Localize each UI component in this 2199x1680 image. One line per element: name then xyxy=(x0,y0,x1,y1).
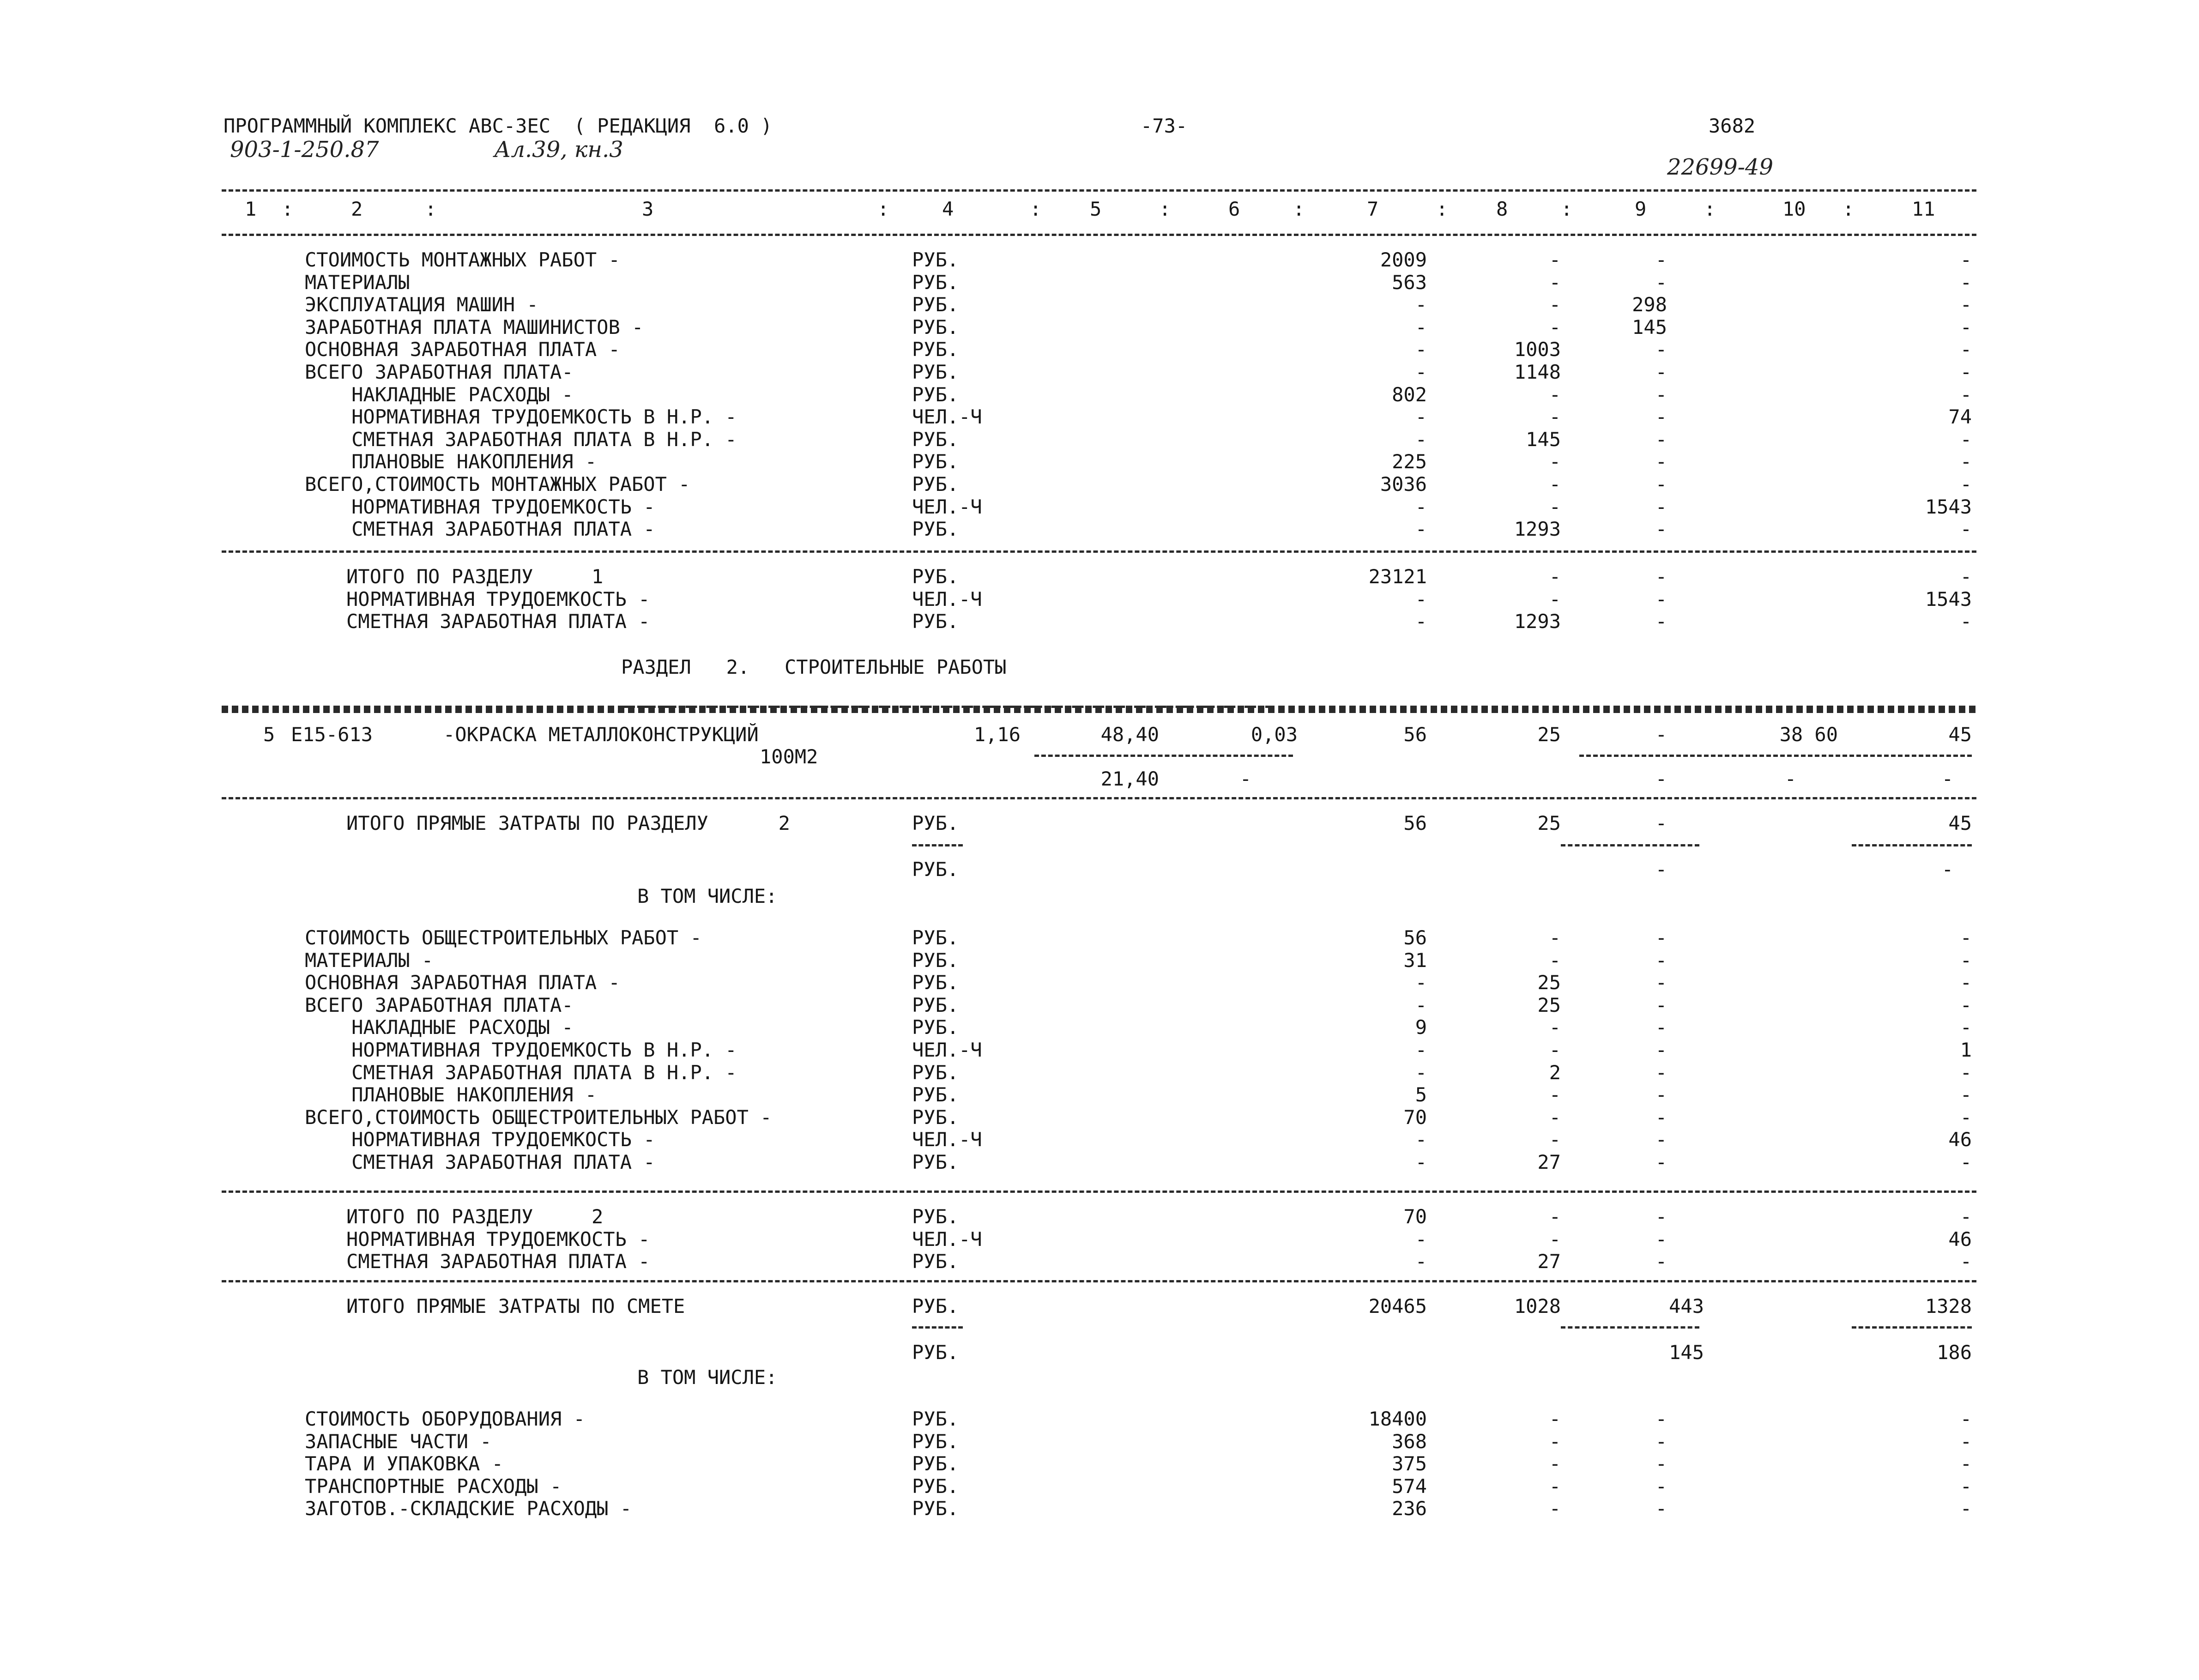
row-col9: - xyxy=(1655,926,1667,949)
row-label: НОРМАТИВНАЯ ТРУДОЕМКОСТЬ - xyxy=(305,495,655,518)
row-col7: - xyxy=(1415,495,1427,518)
row-col7: - xyxy=(1415,338,1427,361)
row-col8: - xyxy=(1549,1106,1561,1129)
item-sub-rule-a xyxy=(1034,755,1293,757)
row-col7: 368 xyxy=(1392,1430,1427,1453)
row-col7: 236 xyxy=(1392,1497,1427,1520)
section1-rule xyxy=(222,550,1976,553)
row-col11: - xyxy=(1960,383,1972,406)
item-name: -ОКРАСКА МЕТАЛЛОКОНСТРУКЦИЙ xyxy=(443,723,759,746)
direct-col7: 56 xyxy=(1403,812,1427,834)
grand-including-label: В ТОМ ЧИСЛЕ: xyxy=(637,1366,778,1389)
row-col11: 1543 xyxy=(1925,587,1972,610)
row-unit: ЧЕЛ.-Ч xyxy=(912,587,982,610)
row-unit: РУБ. xyxy=(912,1408,959,1430)
grand-col7: 20465 xyxy=(1368,1295,1427,1317)
row-col9: - xyxy=(1655,405,1667,429)
row-unit: ЧЕЛ.-Ч xyxy=(912,405,982,429)
row-col9: 298 xyxy=(1632,293,1667,316)
row-col7: 802 xyxy=(1392,383,1427,406)
row-label: МАТЕРИАЛЫ xyxy=(305,271,410,294)
direct-col11: 45 xyxy=(1948,812,1972,834)
direct-unit2: РУБ. xyxy=(912,858,959,881)
row-col8: 25 xyxy=(1537,993,1561,1016)
row-col9: - xyxy=(1655,1227,1667,1251)
direct-unit: РУБ. xyxy=(912,812,959,834)
row-col11: - xyxy=(1960,1151,1972,1173)
row-col8: - xyxy=(1549,495,1561,518)
row-col7: 5 xyxy=(1415,1083,1427,1106)
column-number-5: 5 xyxy=(1090,198,1102,220)
row-col7: 18400 xyxy=(1368,1408,1427,1430)
row-col11: - xyxy=(1960,1497,1972,1520)
row-col8: 145 xyxy=(1526,428,1561,451)
row-label: ЗАРАБОТНАЯ ПЛАТА МАШИНИСТОВ - xyxy=(305,315,644,338)
row-col7: - xyxy=(1415,315,1427,338)
row-unit: РУБ. xyxy=(912,926,959,949)
grand-unit: РУБ. xyxy=(912,1295,959,1317)
row-col7: - xyxy=(1415,428,1427,451)
row-unit: РУБ. xyxy=(912,518,959,541)
row-label: НАКЛАДНЫЕ РАСХОДЫ - xyxy=(305,1016,574,1039)
row-unit: РУБ. xyxy=(912,473,959,496)
row-col8: - xyxy=(1549,1452,1561,1475)
row-col7: 563 xyxy=(1392,271,1427,294)
row-col7: 70 xyxy=(1403,1205,1427,1228)
row-col8: - xyxy=(1549,1016,1561,1039)
row-label: ПЛАНОВЫЕ НАКОПЛЕНИЯ - xyxy=(305,1083,597,1106)
row-col7: 225 xyxy=(1392,450,1427,473)
row-col8: - xyxy=(1549,1128,1561,1151)
row-unit: РУБ. xyxy=(912,565,959,588)
grand-sub-rule-11 xyxy=(1852,1326,1972,1329)
row-unit: РУБ. xyxy=(912,450,959,473)
item-top-rule-short xyxy=(623,706,1270,708)
row-col9: - xyxy=(1655,248,1667,271)
row-unit: РУБ. xyxy=(912,949,959,972)
row-unit: РУБ. xyxy=(912,293,959,316)
item-col4: 1,16 xyxy=(973,723,1021,746)
row-col7: 2009 xyxy=(1380,248,1427,271)
item-col8: 25 xyxy=(1537,723,1561,746)
row-label: ОСНОВНАЯ ЗАРАБОТНАЯ ПЛАТА - xyxy=(305,971,620,994)
item-code: Е15-613 xyxy=(291,723,373,746)
row-col11: - xyxy=(1960,248,1972,271)
row-unit: РУБ. xyxy=(912,383,959,406)
row-col7: 574 xyxy=(1392,1475,1427,1498)
row-unit: РУБ. xyxy=(912,1016,959,1039)
column-number-1: 1 xyxy=(245,198,257,220)
row-unit: РУБ. xyxy=(912,1151,959,1173)
row-col9: - xyxy=(1655,383,1667,406)
row-col7: 31 xyxy=(1403,949,1427,972)
row-col8: - xyxy=(1549,1227,1561,1251)
row-label: СТОИМОСТЬ ОБОРУДОВАНИЯ - xyxy=(305,1408,585,1430)
row-col7: - xyxy=(1415,971,1427,994)
row-col9: - xyxy=(1655,1497,1667,1520)
row-label: ТРАНСПОРТНЫЕ РАСХОДЫ - xyxy=(305,1475,562,1498)
column-separator: : xyxy=(1561,198,1573,220)
direct-sub-rule-unit xyxy=(912,844,963,846)
row-col8: - xyxy=(1549,949,1561,972)
row-label: НОРМАТИВНАЯ ТРУДОЕМКОСТЬ - xyxy=(305,1128,655,1151)
row-col7: - xyxy=(1415,610,1427,633)
row-col11: - xyxy=(1960,926,1972,949)
row-unit: РУБ. xyxy=(912,1452,959,1475)
row-col7: - xyxy=(1415,1227,1427,1251)
row-col9: - xyxy=(1655,1452,1667,1475)
row-unit: РУБ. xyxy=(912,1061,959,1084)
row-unit: РУБ. xyxy=(912,1250,959,1273)
row-label: СМЕТНАЯ ЗАРАБОТНАЯ ПЛАТА - xyxy=(346,610,650,633)
row-col9: - xyxy=(1655,338,1667,361)
row-col11: - xyxy=(1960,338,1972,361)
row-col11: - xyxy=(1960,1475,1972,1498)
row-col11: - xyxy=(1960,1452,1972,1475)
including-label: В ТОМ ЧИСЛЕ: xyxy=(637,885,778,907)
row-label: ТАРА И УПАКОВКА - xyxy=(305,1452,503,1475)
row-col9: - xyxy=(1655,1128,1667,1151)
section2-rule xyxy=(222,1191,1976,1193)
row-col8: 1293 xyxy=(1514,518,1561,541)
column-number-2: 2 xyxy=(351,198,363,220)
row-unit: РУБ. xyxy=(912,428,959,451)
row-col7: - xyxy=(1415,1061,1427,1084)
row-col11: 1 xyxy=(1960,1039,1972,1061)
row-col8: - xyxy=(1549,1475,1561,1498)
row-col9: - xyxy=(1655,271,1667,294)
row-col11: - xyxy=(1960,971,1972,994)
row-col7: 9 xyxy=(1415,1016,1427,1039)
row-col7: 375 xyxy=(1392,1452,1427,1475)
row-unit: РУБ. xyxy=(912,338,959,361)
row-label: СТОИМОСТЬ МОНТАЖНЫХ РАБОТ - xyxy=(305,248,620,271)
row-col8: 1003 xyxy=(1514,338,1561,361)
row-col8: 27 xyxy=(1537,1151,1561,1173)
row-col7: - xyxy=(1415,293,1427,316)
row-col7: 3036 xyxy=(1380,473,1427,496)
row-label: ИТОГО ПО РАЗДЕЛУ 1 xyxy=(346,565,604,588)
grand-sub-rule-unit xyxy=(912,1326,963,1329)
row-label: ЗАПАСНЫЕ ЧАСТИ - xyxy=(305,1430,492,1453)
row-col9: - xyxy=(1655,949,1667,972)
row-col9: - xyxy=(1655,518,1667,541)
row-unit: РУБ. xyxy=(912,1205,959,1228)
row-col11: - xyxy=(1960,315,1972,338)
column-number-3: 3 xyxy=(642,198,654,220)
row-col8: - xyxy=(1549,926,1561,949)
row-col11: - xyxy=(1960,1408,1972,1430)
row-col11: 1543 xyxy=(1925,495,1972,518)
item-unit: 100М2 xyxy=(760,745,818,768)
row-label: НОРМАТИВНАЯ ТРУДОЕМКОСТЬ В Н.Р. - xyxy=(305,405,737,429)
row-col11: - xyxy=(1960,518,1972,541)
row-unit: РУБ. xyxy=(912,1475,959,1498)
item-sub-rule-b xyxy=(1579,755,1972,757)
row-unit: РУБ. xyxy=(912,315,959,338)
row-col8: - xyxy=(1549,1083,1561,1106)
row-col9: - xyxy=(1655,428,1667,451)
row-label: СМЕТНАЯ ЗАРАБОТНАЯ ПЛАТА - xyxy=(305,518,655,541)
item-col11: 45 xyxy=(1948,723,1972,746)
row-unit: РУБ. xyxy=(912,1430,959,1453)
item-col10: 38 60 xyxy=(1779,723,1838,746)
row-col8: - xyxy=(1549,450,1561,473)
row-col11: - xyxy=(1960,473,1972,496)
row-col9: 145 xyxy=(1632,315,1667,338)
row-col8: - xyxy=(1549,271,1561,294)
row-col7: - xyxy=(1415,405,1427,429)
row-col9: - xyxy=(1655,473,1667,496)
direct-sub-rule-11 xyxy=(1852,844,1972,846)
page-number: -73- xyxy=(1141,115,1188,137)
grand-col11: 1328 xyxy=(1925,1295,1972,1317)
section2-total-rule xyxy=(222,1280,1976,1282)
row-col9: - xyxy=(1655,495,1667,518)
header-bottom-rule xyxy=(222,234,1976,236)
row-col11: - xyxy=(1960,1250,1972,1273)
row-col11: - xyxy=(1960,949,1972,972)
row-col11: - xyxy=(1960,1061,1972,1084)
row-unit: РУБ. xyxy=(912,1106,959,1129)
direct-col9-sub: - xyxy=(1655,858,1667,881)
row-col8: - xyxy=(1549,565,1561,588)
item-col5: 48,40 xyxy=(1100,723,1159,746)
item-col7: 56 xyxy=(1403,723,1427,746)
row-unit: РУБ. xyxy=(912,993,959,1016)
direct-label: ИТОГО ПРЯМЫЕ ЗАТРАТЫ ПО РАЗДЕЛУ 2 xyxy=(346,812,790,834)
header-top-rule xyxy=(222,189,1976,192)
column-separator: : xyxy=(1030,198,1042,220)
handwritten-ref: 22699-49 xyxy=(1667,154,1773,180)
row-col7: 23121 xyxy=(1368,565,1427,588)
row-col8: 2 xyxy=(1549,1061,1561,1084)
row-col9: - xyxy=(1655,971,1667,994)
row-unit: РУБ. xyxy=(912,248,959,271)
column-separator: : xyxy=(1159,198,1171,220)
row-col11: - xyxy=(1960,565,1972,588)
column-separator: : xyxy=(1436,198,1448,220)
row-col8: - xyxy=(1549,1408,1561,1430)
row-col7: 56 xyxy=(1403,926,1427,949)
item-col9: - xyxy=(1655,723,1667,746)
row-label: ВСЕГО ЗАРАБОТНАЯ ПЛАТА- xyxy=(305,361,574,383)
grand-col11-sub: 186 xyxy=(1937,1341,1972,1364)
row-label: НАКЛАДНЫЕ РАСХОДЫ - xyxy=(305,383,574,406)
grand-sub-rule-9 xyxy=(1561,1326,1699,1329)
program-header: ПРОГРАММНЫЙ КОМПЛЕКС АВС-3ЕС ( РЕДАКЦИЯ 6.0 ) xyxy=(224,115,773,137)
section-title: РАЗДЕЛ 2. СТРОИТЕЛЬНЫЕ РАБОТЫ xyxy=(621,656,1007,678)
column-number-11: 11 xyxy=(1912,198,1935,220)
row-col9: - xyxy=(1655,587,1667,610)
grand-col9-sub: 145 xyxy=(1669,1341,1704,1364)
row-unit: ЧЕЛ.-Ч xyxy=(912,1039,982,1061)
row-label: СМЕТНАЯ ЗАРАБОТНАЯ ПЛАТА В Н.Р. - xyxy=(305,1061,737,1084)
row-label: СТОИМОСТЬ ОБЩЕСТРОИТЕЛЬНЫХ РАБОТ - xyxy=(305,926,702,949)
row-col11: - xyxy=(1960,993,1972,1016)
column-separator: : xyxy=(1293,198,1305,220)
direct-sub-rule-9 xyxy=(1561,844,1699,846)
row-col9: - xyxy=(1655,993,1667,1016)
row-col7: - xyxy=(1415,361,1427,383)
row-unit: РУБ. xyxy=(912,1083,959,1106)
row-col9: - xyxy=(1655,1016,1667,1039)
row-unit: РУБ. xyxy=(912,361,959,383)
column-separator: : xyxy=(877,198,889,220)
row-col7: - xyxy=(1415,1151,1427,1173)
row-col11: - xyxy=(1960,1205,1972,1228)
row-col7: - xyxy=(1415,1039,1427,1061)
row-col11: - xyxy=(1960,1016,1972,1039)
direct-col9: - xyxy=(1655,812,1667,834)
row-col8: - xyxy=(1549,315,1561,338)
row-col8: 1293 xyxy=(1514,610,1561,633)
item-col6-sub: - xyxy=(1239,767,1251,790)
column-separator: : xyxy=(425,198,437,220)
row-col9: - xyxy=(1655,1205,1667,1228)
item-col11-sub: - xyxy=(1941,767,1953,790)
row-col7: - xyxy=(1415,518,1427,541)
grand-unit2: РУБ. xyxy=(912,1341,959,1364)
row-col8: - xyxy=(1549,405,1561,429)
row-col9: - xyxy=(1655,565,1667,588)
row-col11: - xyxy=(1960,1083,1972,1106)
row-col9: - xyxy=(1655,361,1667,383)
row-col11: - xyxy=(1960,428,1972,451)
row-label: НОРМАТИВНАЯ ТРУДОЕМКОСТЬ В Н.Р. - xyxy=(305,1039,737,1061)
row-col8: - xyxy=(1549,248,1561,271)
row-col8: - xyxy=(1549,587,1561,610)
row-label: НОРМАТИВНАЯ ТРУДОЕМКОСТЬ - xyxy=(346,1227,650,1251)
column-separator: : xyxy=(282,198,294,220)
row-label: ВСЕГО ЗАРАБОТНАЯ ПЛАТА- xyxy=(305,993,574,1016)
row-col9: - xyxy=(1655,1250,1667,1273)
grand-label: ИТОГО ПРЯМЫЕ ЗАТРАТЫ ПО СМЕТЕ xyxy=(346,1295,685,1317)
row-col8: 25 xyxy=(1537,971,1561,994)
row-col9: - xyxy=(1655,1106,1667,1129)
row-label: ВСЕГО,СТОИМОСТЬ МОНТАЖНЫХ РАБОТ - xyxy=(305,473,690,496)
item-col6: 0,03 xyxy=(1251,723,1298,746)
row-col11: - xyxy=(1960,610,1972,633)
column-number-9: 9 xyxy=(1635,198,1647,220)
row-col8: - xyxy=(1549,293,1561,316)
row-col11: - xyxy=(1960,271,1972,294)
row-col11: - xyxy=(1960,450,1972,473)
row-col9: - xyxy=(1655,1039,1667,1061)
column-number-4: 4 xyxy=(942,198,954,220)
row-col8: - xyxy=(1549,1205,1561,1228)
row-unit: ЧЕЛ.-Ч xyxy=(912,1128,982,1151)
column-number-7: 7 xyxy=(1367,198,1379,220)
row-label: ПЛАНОВЫЕ НАКОПЛЕНИЯ - xyxy=(305,450,597,473)
row-col7: - xyxy=(1415,993,1427,1016)
row-col11: - xyxy=(1960,1430,1972,1453)
row-col8: 27 xyxy=(1537,1250,1561,1273)
column-number-6: 6 xyxy=(1228,198,1240,220)
row-col9: - xyxy=(1655,610,1667,633)
row-unit: РУБ. xyxy=(912,971,959,994)
item-bottom-rule xyxy=(222,797,1976,799)
row-col8: - xyxy=(1549,1430,1561,1453)
grand-col8: 1028 xyxy=(1514,1295,1561,1317)
handwritten-code: 903-1-250.87 xyxy=(230,137,379,163)
row-col9: - xyxy=(1655,1475,1667,1498)
item-number: 5 xyxy=(263,723,275,746)
row-col11: 74 xyxy=(1948,405,1972,429)
row-col11: 46 xyxy=(1948,1227,1972,1251)
row-col11: 46 xyxy=(1948,1128,1972,1151)
column-separator: : xyxy=(1843,198,1855,220)
row-col7: - xyxy=(1415,587,1427,610)
row-col7: 70 xyxy=(1403,1106,1427,1129)
row-unit: РУБ. xyxy=(912,271,959,294)
row-col9: - xyxy=(1655,1083,1667,1106)
row-label: СМЕТНАЯ ЗАРАБОТНАЯ ПЛАТА - xyxy=(346,1250,650,1273)
row-unit: РУБ. xyxy=(912,1497,959,1520)
handwritten-album: Ал.39, кн.3 xyxy=(494,137,623,163)
row-col9: - xyxy=(1655,1151,1667,1173)
item-col5-sub: 21,40 xyxy=(1100,767,1159,790)
row-col8: - xyxy=(1549,383,1561,406)
sheet-number: 3682 xyxy=(1709,115,1756,137)
row-unit: РУБ. xyxy=(912,610,959,633)
row-label: ИТОГО ПО РАЗДЕЛУ 2 xyxy=(346,1205,604,1228)
row-label: ЗАГОТОВ.-СКЛАДСКИЕ РАСХОДЫ - xyxy=(305,1497,632,1520)
row-unit: ЧЕЛ.-Ч xyxy=(912,1227,982,1251)
row-label: СМЕТНАЯ ЗАРАБОТНАЯ ПЛАТА - xyxy=(305,1151,655,1173)
column-number-8: 8 xyxy=(1496,198,1508,220)
grand-col9: 443 xyxy=(1669,1295,1704,1317)
row-label: СМЕТНАЯ ЗАРАБОТНАЯ ПЛАТА В Н.Р. - xyxy=(305,428,737,451)
item-col10-sub: - xyxy=(1784,767,1796,790)
direct-col8: 25 xyxy=(1537,812,1561,834)
row-col7: - xyxy=(1415,1250,1427,1273)
direct-col11-sub: - xyxy=(1941,858,1953,881)
row-label: ВСЕГО,СТОИМОСТЬ ОБЩЕСТРОИТЕЛЬНЫХ РАБОТ - xyxy=(305,1106,772,1129)
column-number-10: 10 xyxy=(1782,198,1806,220)
row-col8: - xyxy=(1549,1039,1561,1061)
row-unit: ЧЕЛ.-Ч xyxy=(912,495,982,518)
row-col9: - xyxy=(1655,450,1667,473)
row-col9: - xyxy=(1655,1061,1667,1084)
row-col9: - xyxy=(1655,1408,1667,1430)
row-col11: - xyxy=(1960,361,1972,383)
item-col9-sub: - xyxy=(1655,767,1667,790)
row-col9: - xyxy=(1655,1430,1667,1453)
column-separator: : xyxy=(1704,198,1716,220)
row-col11: - xyxy=(1960,293,1972,316)
row-col7: - xyxy=(1415,1128,1427,1151)
row-label: ОСНОВНАЯ ЗАРАБОТНАЯ ПЛАТА - xyxy=(305,338,620,361)
row-label: ЭКСПЛУАТАЦИЯ МАШИН - xyxy=(305,293,538,316)
row-col8: - xyxy=(1549,473,1561,496)
row-label: НОРМАТИВНАЯ ТРУДОЕМКОСТЬ - xyxy=(346,587,650,610)
row-col11: - xyxy=(1960,1106,1972,1129)
row-label: МАТЕРИАЛЫ - xyxy=(305,949,434,972)
row-col8: - xyxy=(1549,1497,1561,1520)
row-col8: 1148 xyxy=(1514,361,1561,383)
